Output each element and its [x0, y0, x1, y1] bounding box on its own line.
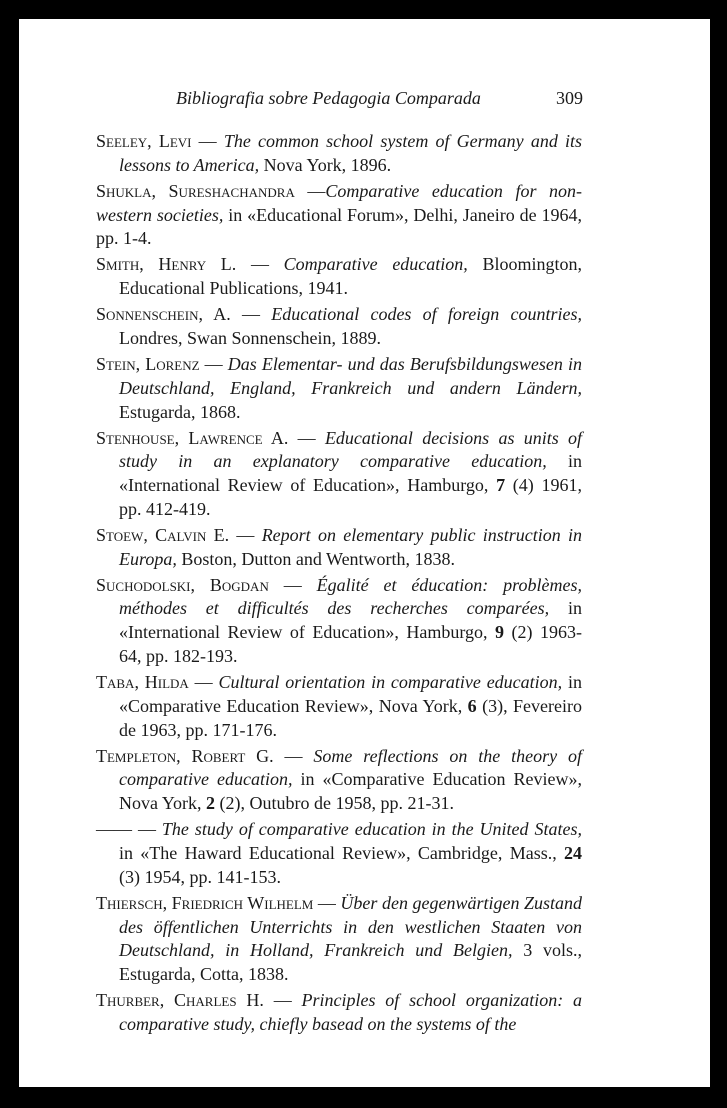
entry-author: Stenhouse, Lawrence A. [96, 427, 289, 448]
bibliography-entry: Templeton, Robert G. — Some reflections on the theory of comparative education, in «Comparative Education Review», Nova York, 2 (2), Outubro de 1958, pp. 21-31. [96, 745, 582, 814]
entry-title: Égalité et éducation: problèmes, méthodes et difficultés des recherches comparées, [119, 574, 582, 619]
entry-title: Principles of school organization: a comparative study, chiefly basead on the systems of the [119, 990, 582, 1034]
entry-volume: 9 [495, 622, 505, 643]
entry-title: The common school system of Germany and its lessons to America, [119, 131, 582, 175]
entry-title: Report on elementary public instruction in Europa, [119, 524, 583, 569]
entry-title: Educational decisions as units of study in an explanatory comparative education, [119, 427, 582, 472]
book-page [19, 19, 710, 1087]
entry-volume: 7 [496, 475, 506, 496]
entry-title: Comparative education, [283, 254, 468, 275]
entry-volume: 6 [467, 695, 477, 716]
bibliography-entry: Shukla, Sureshachandra —Comparative education for non-western societies, in «Educational Forum», Delhi, Janeiro de 1964, pp. 1-4. [96, 180, 582, 249]
bibliography-entry: Thiersch, Friedrich Wilhelm — Über den gegenwärtigen Zustand des öffentlichen Unterrichts in den westlichen Staaten von Deutschland, in Holland, Frankreich und Belgien, 3 vols., Estugarda, Cotta, 1838. [96, 892, 583, 985]
bibliography-entry: Stein, Lorenz — Das Elementar- und das Berufsbildungswesen in Deutschland, England, Frankreich und andern Ländern, Estugarda, 1868. [96, 353, 582, 422]
bibliography-entry: Seeley, Levi — The common school system of Germany and its lessons to America, Nova York, 1896. [96, 131, 582, 175]
entry-title: Über den gegenwärtigen Zustand des öffentlichen Unterrichts in den westlichen Staaten von Deutschland, in Holland, Frankreich und Belgien, [119, 892, 583, 961]
entry-volume: 24 [564, 842, 582, 863]
entry-title: Das Elementar- und das Berufsbildungswesen in Deutschland, England, Frankreich und andern Ländern, [119, 353, 582, 398]
bibliography-entry: Smith, Henry L. — Comparative education, Bloomington, Educational Publications, 1941. [96, 254, 582, 299]
entry-author: Seeley, Levi [96, 131, 192, 151]
entry-author: Shukla, Sureshachandra [96, 180, 295, 201]
bibliography-list [96, 130, 582, 1039]
entry-title: Cultural orientation in comparative education, [218, 672, 563, 693]
page-number: 309 [556, 88, 583, 108]
entry-author: Thurber, Charles H. [96, 990, 264, 1011]
entry-author: Taba, Hilda [96, 672, 189, 693]
entry-author: Stoew, Calvin E. [96, 524, 230, 545]
entry-author: Suchodolski, Bogdan [96, 574, 269, 595]
entry-title: Educational codes of foreign countries, [271, 304, 582, 325]
entry-author: —— [96, 819, 132, 840]
entry-title: The study of comparative education in the United States, [161, 819, 582, 840]
entry-title: Comparative education for non-western societies, [96, 180, 582, 225]
bibliography-entry: Suchodolski, Bogdan — Égalité et éducation: problèmes, méthodes et difficultés des recherches comparées, in «International Review of Education», Hamburgo, 9 (2) 1963-64, pp. 182-193. [96, 574, 582, 667]
entry-author: Templeton, Robert G. [96, 745, 274, 766]
entry-volume: 2 [206, 793, 216, 814]
running-title: Bibliografia sobre Pedagogia Comparada [176, 88, 481, 108]
bibliography-entry: Stoew, Calvin E. — Report on elementary public instruction in Europa, Boston, Dutton and Wentworth, 1838. [96, 524, 583, 569]
bibliography-entry: Thurber, Charles H. — Principles of school organization: a comparative study, chiefly basead on the systems of the [96, 990, 582, 1034]
entry-title: Some reflections on the theory of comparative education, [119, 745, 582, 790]
entry-author: Thiersch, Friedrich Wilhelm [96, 892, 314, 913]
entry-author: Smith, Henry L. [96, 254, 237, 275]
entry-author: Sonnenschein, A. [96, 304, 231, 325]
bibliography-entry: Sonnenschein, A. — Educational codes of foreign countries, Londres, Swan Sonnenschein, 1889. [96, 304, 582, 348]
bibliography-entry: Taba, Hilda — Cultural orientation in comparative education, in «Comparative Education Review», Nova York, 6 (3), Fevereiro de 1963, pp. 171-176. [96, 672, 583, 740]
bibliography-entry: —— — The study of comparative education in the United States, in «The Haward Educational Review», Cambridge, Mass., 24 (3) 1954, pp. 141-153. [96, 819, 582, 887]
bibliography-entry: Stenhouse, Lawrence A. — Educational decisions as units of study in an explanatory comparative education, in «International Review of Education», Hamburgo, 7 (4) 1961, pp. 412-419. [96, 427, 582, 519]
entry-author: Stein, Lorenz [96, 353, 200, 374]
